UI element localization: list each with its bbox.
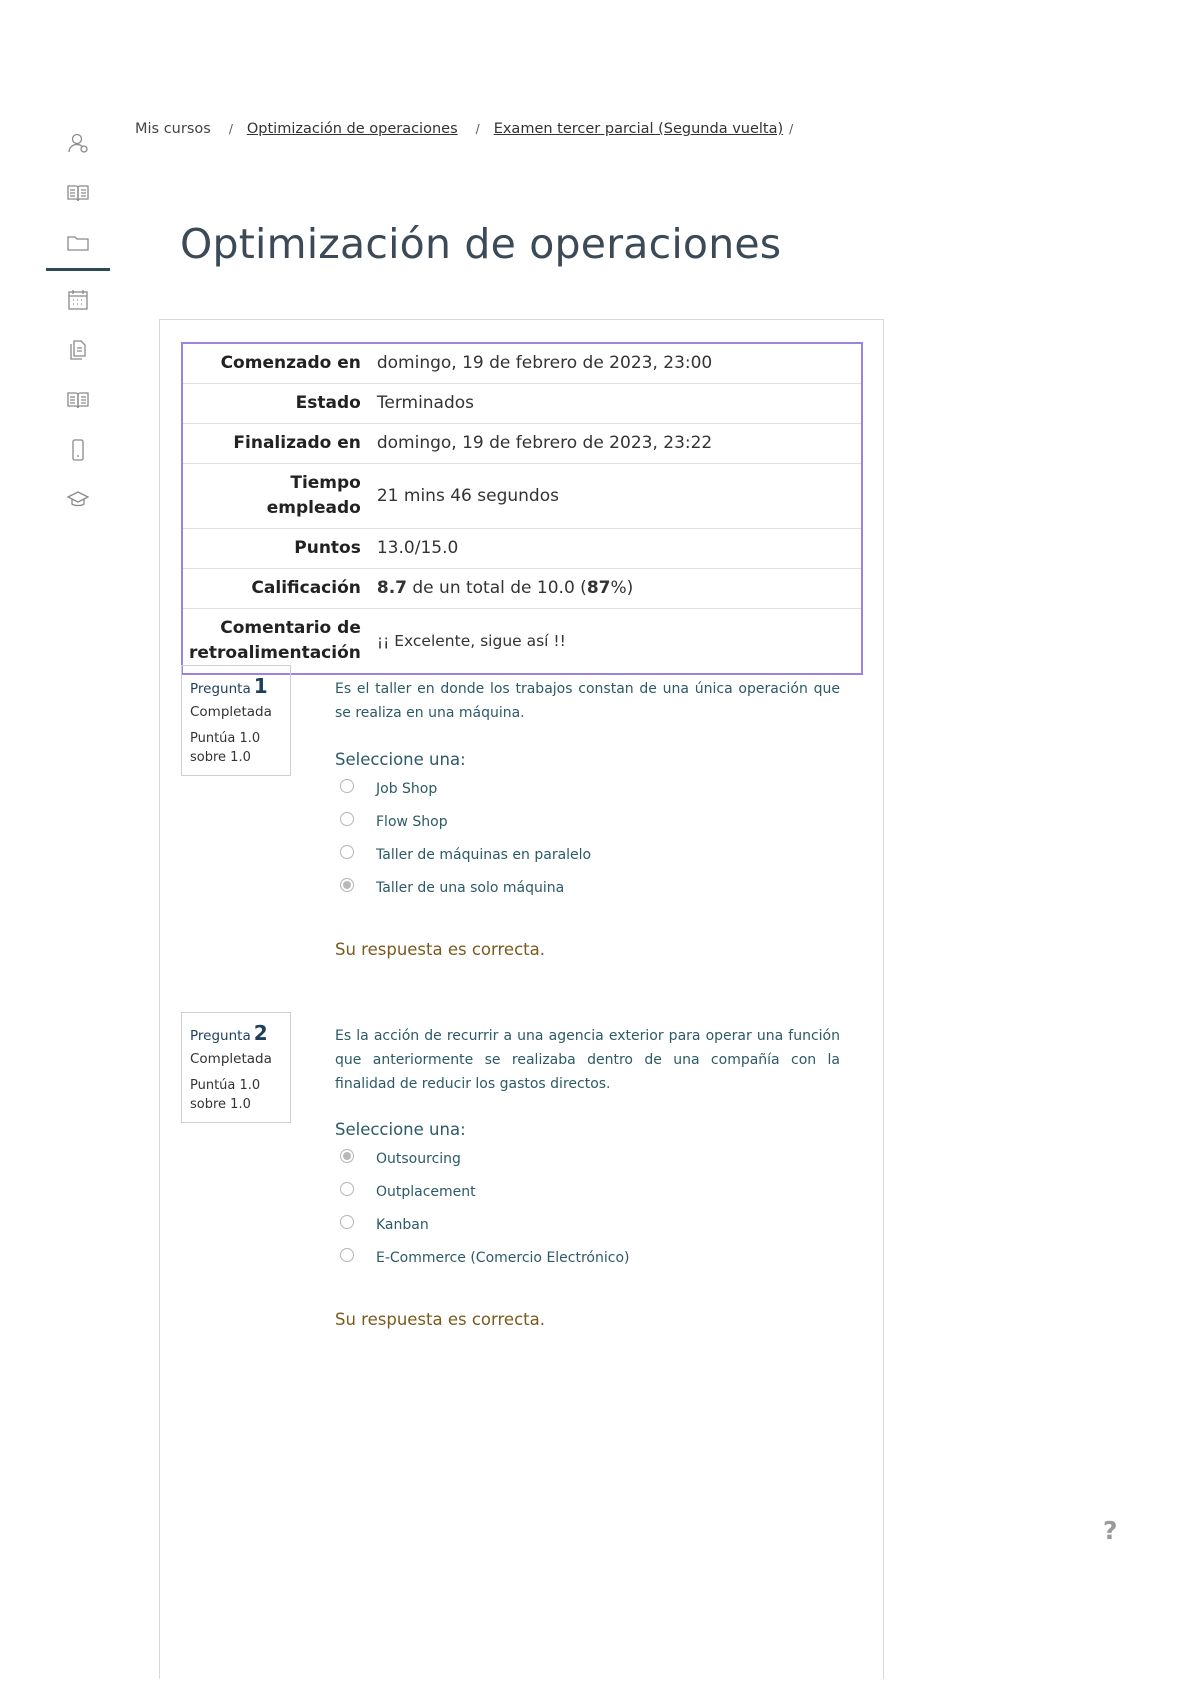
radio-button[interactable] [340,1215,354,1229]
question-grade [190,1076,282,1114]
answer-label[interactable]: Taller de máquinas en paralelo [376,846,592,863]
answer-feedback: Su respuesta es correcta. [335,940,545,959]
question-prompt: Seleccione una: [335,750,466,769]
question-text: Es la acción de recurrir a una agencia exterior para operar una función que anteriormente se realizaba dentro de una compañía con la finalidad de reducir los gastos directos. [335,1028,840,1092]
summary-label: Calificación [251,578,361,598]
summary-label-line: Tiempo [290,473,361,493]
question-grade [190,729,282,767]
question-info-box [181,665,291,776]
book-icon[interactable] [46,168,110,218]
help-button[interactable]: ? [1103,1516,1118,1545]
summary-row-state [182,384,862,424]
documents-icon[interactable] [46,325,110,375]
question-state: Completada [190,704,272,720]
radio-button[interactable] [340,779,354,793]
question-grade-line: Puntúa 1.0 [190,731,261,746]
answer-option[interactable] [340,838,591,871]
question-grade-line: Puntúa 1.0 [190,1078,261,1093]
answer-label[interactable]: Taller de una solo máquina [376,879,565,896]
summary-label-line: retroalimentación [189,643,361,663]
question-number-value: 1 [253,674,268,698]
summary-row-started [182,343,862,384]
answer-options [340,1142,629,1274]
summary-label: Comenzado en [220,353,361,373]
answer-option[interactable] [340,871,591,904]
grade-percent: 87 [586,578,611,598]
grade-score: 8.7 [376,578,407,598]
answer-label[interactable]: Flow Shop [376,813,448,830]
radio-button[interactable] [340,1248,354,1262]
mobile-icon[interactable] [46,425,110,475]
answer-label[interactable]: Job Shop [376,780,438,797]
summary-label-line: Comentario de [220,618,361,638]
answer-feedback: Su respuesta es correcta. [335,1310,545,1329]
summary-value: ¡¡ Excelente, sigue así !! [376,631,566,650]
attempt-summary-table [181,342,863,675]
question-label: Pregunta [190,1028,251,1044]
summary-row-finished [182,424,862,464]
question-number [190,1021,282,1045]
grade-total: de un total de 10.0 ( [406,578,587,598]
answer-label[interactable]: Outsourcing [376,1150,461,1167]
breadcrumb-my-courses[interactable]: Mis cursos [135,121,211,137]
answer-label[interactable]: Kanban [376,1216,429,1233]
question-number [190,674,282,698]
answer-options [340,772,591,904]
question-text: Es el taller en donde los trabajos constan de una única operación que se realiza en una máquina. [335,681,840,721]
answer-option[interactable] [340,1241,629,1274]
active-nav-indicator [46,268,110,271]
question-info-box [181,1012,291,1123]
question-prompt: Seleccione una: [335,1120,466,1139]
radio-button[interactable] [340,878,354,892]
book-icon[interactable] [46,375,110,425]
question-state: Completada [190,1051,272,1067]
breadcrumb-separator: / [475,122,480,136]
answer-label[interactable]: E-Commerce (Comercio Electrónico) [376,1249,630,1266]
summary-label: Estado [295,393,361,413]
grade-end: %) [610,578,634,598]
participants-icon[interactable] [46,118,110,168]
summary-value: 21 mins 46 segundos [376,485,559,506]
breadcrumb-quiz-link[interactable]: Examen tercer parcial (Segunda vuelta) [493,121,784,137]
question-grade-line: sobre 1.0 [190,750,251,765]
question-label: Pregunta [190,681,251,697]
breadcrumb-separator: / [228,122,233,136]
breadcrumb-course-link[interactable]: Optimización de operaciones [246,121,458,137]
folder-icon[interactable] [46,218,110,268]
answer-option[interactable] [340,1142,629,1175]
question-number-value: 2 [253,1021,268,1045]
left-nav-drawer [46,118,110,525]
page-title: Optimización de operaciones [180,220,782,268]
summary-label: Puntos [294,538,361,558]
answer-option[interactable] [340,805,591,838]
graduation-cap-icon[interactable] [46,475,110,525]
summary-value [361,569,862,609]
summary-label [182,464,361,529]
answer-label[interactable]: Outplacement [376,1183,476,1200]
answer-option[interactable] [340,1175,629,1208]
summary-value: Terminados [376,393,475,413]
radio-button[interactable] [340,845,354,859]
summary-row-points [182,529,862,569]
summary-value: domingo, 19 de febrero de 2023, 23:22 [376,433,713,453]
summary-value: domingo, 19 de febrero de 2023, 23:00 [376,353,713,373]
calendar-icon[interactable] [46,275,110,325]
breadcrumb-separator: / [789,122,794,136]
radio-button[interactable] [340,1182,354,1196]
answer-option[interactable] [340,772,591,805]
radio-button[interactable] [340,812,354,826]
question-grade-line: sobre 1.0 [190,1097,251,1112]
summary-value: 13.0/15.0 [376,538,459,558]
summary-label-line: empleado [266,498,361,518]
breadcrumb [135,121,807,137]
summary-label: Finalizado en [233,433,361,453]
radio-button[interactable] [340,1149,354,1163]
summary-row-time [182,464,862,529]
summary-row-grade [182,569,862,609]
answer-option[interactable] [340,1208,629,1241]
